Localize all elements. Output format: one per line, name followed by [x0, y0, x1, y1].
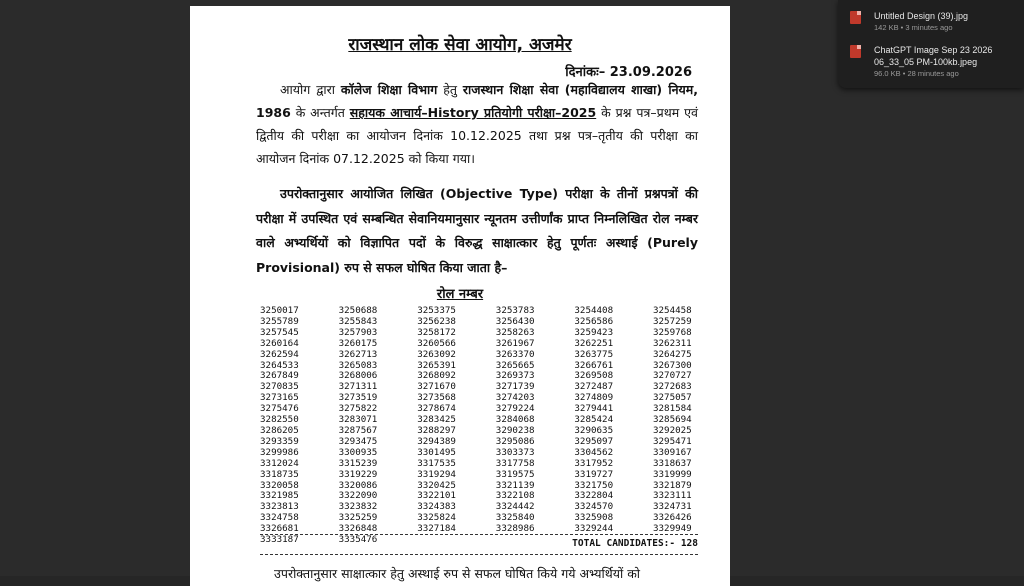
roll-number: 3255789	[260, 315, 299, 327]
roll-number: 3264275	[652, 348, 692, 360]
roll-number: 3324731	[652, 501, 692, 513]
roll-number: 3335476	[338, 534, 378, 546]
roll-number: 3286205	[260, 424, 299, 436]
roll-number: 3319575	[495, 468, 535, 480]
roll-number: 3270727	[652, 370, 692, 382]
roll-number: 3295471	[652, 435, 692, 447]
date-value: 23.09.2026	[609, 65, 692, 80]
roll-number: 3293359	[260, 435, 299, 447]
roll-number: 3253375	[417, 305, 456, 316]
roll-number: 3271739	[495, 381, 535, 393]
roll-number: 3325824	[417, 512, 456, 524]
roll-number: 3325840	[495, 512, 535, 524]
roll-number: 3326848	[338, 523, 378, 535]
roll-number: 3282550	[260, 414, 299, 426]
roll-number: 3319229	[338, 468, 378, 480]
roll-number: 3323813	[260, 501, 299, 513]
roll-number: 3294389	[417, 435, 456, 447]
roll-number: 3326426	[652, 512, 692, 524]
roll-number: 3322108	[495, 490, 535, 502]
roll-number: 3265391	[417, 359, 456, 371]
roll-number: 3319727	[574, 468, 614, 480]
roll-number: 3271311	[338, 381, 378, 393]
roll-number: 3295086	[495, 435, 535, 447]
roll-number: 3272683	[652, 381, 692, 393]
roll-number: 3303373	[495, 446, 535, 458]
roll-number: 3325259	[338, 512, 378, 524]
roll-number: 3292025	[652, 424, 692, 436]
roll-number: 3257259	[652, 315, 692, 327]
roll-number: 3299986	[260, 446, 299, 458]
roll-number: 3321879	[652, 479, 692, 491]
roll-number: 3329244	[574, 523, 614, 535]
roll-number: 3269508	[574, 370, 614, 382]
result-paragraph-text: उपरोक्तानुसार आयोजित लिखित (Objective Type) परीक्षा के तीनों प्रश्नपत्रों की परीक्षा में उपस्थित एवं सम्बन्धित सेवानियमानुसार न्यूनतम उत्तीर्णांक प्राप्त निम्नलिखित रोल नम्बर वाले अभ्यर्थियों को विज्ञापित पदों के विरुद्ध साक्षात्कार हेतु पूर्णतः अस्थाई (Purely Provisional) रुप से सफल घोषित किया जाता है–	[256, 186, 698, 275]
roll-number-title: रोल नम्बर	[436, 287, 484, 302]
roll-number: 3319999	[652, 468, 692, 480]
para1-rules: राजस्थान शिक्षा सेवा (महाविद्यालय शाखा) नियम, 1986	[256, 82, 698, 120]
divider	[260, 534, 698, 535]
roll-number: 3272487	[574, 381, 614, 393]
intro-paragraph	[256, 78, 698, 170]
total-candidates: TOTAL CANDIDATES:- 128	[572, 538, 698, 549]
roll-number: 3320425	[417, 479, 456, 491]
roll-number: 3264533	[260, 359, 299, 371]
roll-number: 3260175	[338, 337, 378, 349]
roll-number: 3275057	[652, 392, 692, 404]
roll-number: 3328986	[495, 523, 535, 535]
roll-number: 3257545	[260, 326, 299, 338]
para1-text: के अन्तर्गत	[295, 105, 345, 120]
roll-number: 3324758	[260, 512, 299, 524]
roll-number: 3260566	[417, 337, 456, 349]
roll-number: 3333187	[260, 534, 299, 546]
roll-number: 3262251	[574, 337, 614, 349]
roll-number: 3275476	[260, 403, 299, 415]
divider	[260, 554, 698, 555]
roll-number: 3293475	[338, 435, 378, 447]
roll-number: 3315239	[338, 457, 378, 469]
roll-number: 3322101	[417, 490, 456, 502]
roll-number: 3262713	[338, 348, 378, 360]
roll-number: 3309167	[652, 446, 692, 458]
download-file-meta: 142 KB • 3 minutes ago	[874, 23, 953, 32]
roll-number: 3273568	[417, 392, 456, 404]
roll-number: 3320058	[260, 479, 299, 491]
roll-number: 3319294	[417, 468, 456, 480]
roll-number: 3257903	[338, 326, 378, 338]
download-file-name: ChatGPT Image Sep 23 2026 06_33_05 PM-100kb.jpeg	[874, 45, 993, 67]
download-file-meta: 96.0 KB • 28 minutes ago	[874, 69, 959, 78]
roll-number: 3290635	[574, 424, 614, 436]
document-heading: राजस्थान लोक सेवा आयोग, अजमेर	[348, 35, 572, 55]
roll-number: 3258172	[417, 326, 456, 338]
roll-number: 3325908	[574, 512, 614, 524]
para1-text: आयोग द्वारा	[280, 82, 335, 97]
roll-number: 3318735	[260, 468, 299, 480]
roll-number: 3322804	[574, 490, 614, 502]
roll-number: 3324383	[417, 501, 456, 513]
roll-number: 3324442	[495, 501, 535, 513]
roll-number: 3256586	[574, 315, 614, 327]
download-file-name: Untitled Design (39).jpg	[874, 11, 969, 21]
roll-number: 3253783	[495, 305, 535, 316]
roll-number: 3263092	[417, 348, 456, 360]
para1-text: हेतु	[443, 82, 457, 97]
roll-number: 3284068	[495, 414, 535, 426]
roll-number: 3278674	[417, 403, 456, 415]
next-paragraph-text: उपरोक्तानुसार साक्षात्कार हेतु अस्थाई रुप से सफल घोषित किये गये अभ्यर्थियों को	[274, 566, 641, 581]
roll-number: 3279224	[495, 403, 535, 415]
roll-number: 3260164	[260, 337, 299, 349]
roll-number: 3317535	[417, 457, 456, 469]
roll-number: 3273165	[260, 392, 299, 404]
roll-number: 3321985	[260, 490, 299, 502]
roll-number: 3262311	[652, 337, 692, 349]
roll-number: 3321139	[495, 479, 535, 491]
roll-number: 3274203	[495, 392, 535, 404]
roll-number: 3256430	[495, 315, 535, 327]
roll-number: 3312024	[260, 457, 299, 469]
roll-number: 3323832	[338, 501, 378, 513]
roll-number-grid	[260, 306, 730, 546]
roll-number: 3317952	[574, 457, 614, 469]
roll-number: 3304562	[574, 446, 614, 458]
roll-number: 3281584	[652, 403, 692, 415]
roll-number: 3255843	[338, 315, 378, 327]
roll-number: 3287567	[338, 424, 378, 436]
roll-number: 3261967	[495, 337, 535, 349]
roll-number: 3288297	[417, 424, 456, 436]
roll-number: 3279441	[574, 403, 614, 415]
para1-dept: कॉलेज शिक्षा विभाग	[340, 82, 438, 97]
roll-number: 3320086	[338, 479, 378, 491]
roll-number: 3301495	[417, 446, 456, 458]
roll-number: 3263775	[574, 348, 614, 360]
roll-number: 3326681	[260, 523, 299, 535]
roll-number: 3267849	[260, 370, 299, 382]
roll-number: 3318637	[652, 457, 692, 469]
roll-number: 3263370	[495, 348, 535, 360]
roll-number: 3329949	[652, 523, 692, 535]
roll-number: 3321750	[574, 479, 614, 491]
roll-number: 3254458	[652, 305, 692, 316]
roll-number: 3324570	[574, 501, 614, 513]
roll-number: 3268006	[338, 370, 378, 382]
roll-number: 3250688	[338, 305, 378, 316]
roll-number: 3250017	[260, 305, 299, 316]
roll-number: 3267300	[652, 359, 692, 371]
roll-number: 3270835	[260, 381, 299, 393]
roll-number: 3327184	[417, 523, 456, 535]
roll-number: 3262594	[260, 348, 299, 360]
para1-text: के प्रश्न पत्र–प्रथम एवं द्वितीय की परीक्षा का आयोजन दिनांक 10.12.2025 तथा प्रश्न पत्र–तृतीय की परीक्षा का आयोजन दिनांक 07.12.2025 को किया गया।	[256, 105, 698, 166]
roll-number: 3266761	[574, 359, 614, 371]
roll-number: 3268092	[417, 370, 456, 382]
roll-number: 3283071	[338, 414, 378, 426]
roll-number: 3274809	[574, 392, 614, 404]
image-file-icon	[850, 11, 861, 24]
roll-number: 3271670	[417, 381, 456, 393]
roll-number: 3290238	[495, 424, 535, 436]
roll-number: 3259768	[652, 326, 692, 338]
roll-number: 3256238	[417, 315, 456, 327]
date-label: दिनांकः–	[565, 65, 606, 80]
roll-number: 3295097	[574, 435, 614, 447]
roll-number: 3285424	[574, 414, 614, 426]
document-page	[190, 6, 730, 586]
roll-number: 3300935	[338, 446, 378, 458]
image-file-icon	[850, 45, 861, 58]
roll-number: 3265083	[338, 359, 378, 371]
downloads-panel	[838, 0, 1024, 88]
result-paragraph	[256, 182, 698, 280]
roll-number: 3273519	[338, 392, 378, 404]
roll-number: 3285694	[652, 414, 692, 426]
roll-number: 3259423	[574, 326, 614, 338]
roll-number: 3275822	[338, 403, 378, 415]
roll-number: 3283425	[417, 414, 456, 426]
roll-number: 3317758	[495, 457, 535, 469]
roll-number: 3254408	[574, 305, 614, 316]
roll-number: 3265665	[495, 359, 535, 371]
roll-number: 3322090	[338, 490, 378, 502]
roll-number: 3258263	[495, 326, 535, 338]
para1-exam-name: सहायक आचार्य–History प्रतियोगी परीक्षा–2025	[349, 105, 597, 120]
roll-number: 3323111	[652, 490, 692, 502]
roll-number: 3269373	[495, 370, 535, 382]
